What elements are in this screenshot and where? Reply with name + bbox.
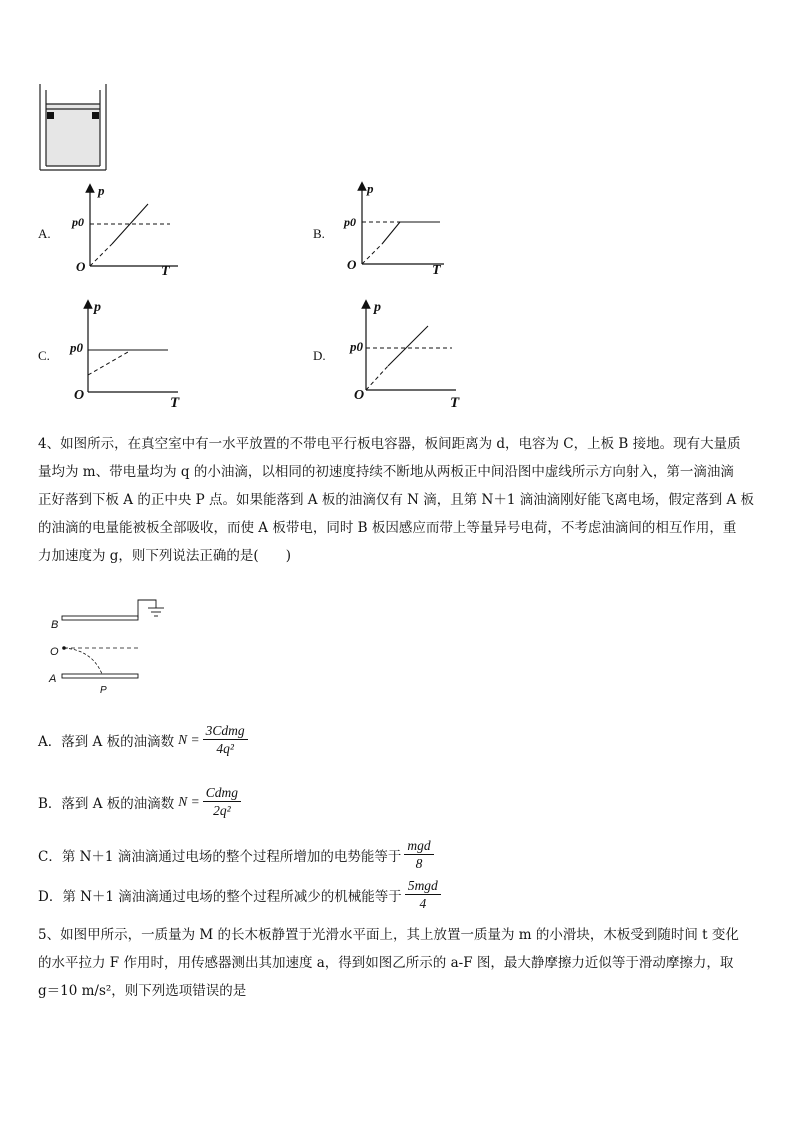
plate-b-label: B xyxy=(51,619,59,631)
axis-t-label: T xyxy=(450,395,460,411)
graph-option-b xyxy=(340,180,470,280)
origin-label: O xyxy=(74,388,85,403)
fraction-numerator: 5mgd xyxy=(405,878,441,895)
point-p-label: P xyxy=(100,685,107,696)
option-lhs: N = xyxy=(178,731,200,747)
axis-p0-label: p0 xyxy=(70,340,83,355)
question-line: 正好落到下板 A 的正中央 P 点。如果能落到 A 板的油滴仅有 N 滴，且第 N＋1 滴油滴刚好能飞离电场，假定落到 A 板 xyxy=(38,492,755,508)
fraction-denominator: 8 xyxy=(415,856,423,871)
point-o-label: O xyxy=(50,646,59,658)
graph-option-a xyxy=(66,180,196,280)
answer-option-a[interactable] xyxy=(38,723,248,756)
option-a-label[interactable]: A. xyxy=(38,226,51,241)
question-5-text xyxy=(38,921,760,1005)
axis-p-label: p xyxy=(94,300,101,315)
fraction-denominator: 4 xyxy=(419,896,427,911)
cylinder-piston-figure xyxy=(36,82,112,174)
option-fraction xyxy=(404,838,433,871)
option-fraction xyxy=(203,785,241,818)
origin-label: O xyxy=(354,388,365,403)
option-text: D．第 N＋1 滴油滴通过电场的整个过程所减少的机械能等于 xyxy=(38,888,402,905)
option-text: B．落到 A 板的油滴数 xyxy=(38,795,175,812)
origin-label: O xyxy=(76,259,86,274)
question-line: 量均为 m、带电量均为 q 的小油滴，以相同的初速度持续不断地从两板正中间沿图中虚线所示方向射入，第一滴油滴 xyxy=(38,464,734,480)
fraction-numerator: Cdmg xyxy=(203,785,241,802)
answer-option-d[interactable] xyxy=(38,878,441,911)
question-4-text xyxy=(38,430,760,570)
option-text: C．第 N＋1 滴油滴通过电场的整个过程所增加的电势能等于 xyxy=(38,848,402,865)
fraction-denominator: 2q² xyxy=(213,803,231,818)
origin-label: O xyxy=(347,257,357,272)
question-line: 4、如图所示，在真空室中有一水平放置的不带电平行板电容器，板间距离为 d，电容为 C，上板 B 接地。现有大量质 xyxy=(38,436,741,452)
option-b-label[interactable]: B. xyxy=(313,226,325,241)
question-line: 力加速度为 g，则下列说法正确的是( ) xyxy=(38,548,291,564)
axis-t-label: T xyxy=(161,264,170,279)
fraction-numerator: 3Cdmg xyxy=(203,723,248,740)
option-c-label[interactable]: C. xyxy=(38,348,50,363)
question-line: g＝10 m/s²，则下列选项错误的是 xyxy=(38,983,247,999)
answer-option-b[interactable] xyxy=(38,785,241,818)
question-line: 的水平拉力 F 作用时，用传感器测出其加速度 a，得到如图乙所示的 a-F 图，最大静摩擦力近似等于滑动摩擦力，取 xyxy=(38,955,734,971)
axis-p-label: p xyxy=(367,181,374,196)
fraction-denominator: 4q² xyxy=(216,741,234,756)
axis-p-label: p xyxy=(98,183,105,198)
question-line: 5、如图甲所示，一质量为 M 的长木板静置于光滑水平面上，其上放置一质量为 m 的小滑块，木板受到随时间 t 变化 xyxy=(38,927,739,943)
axis-t-label: T xyxy=(170,395,180,411)
option-lhs: N = xyxy=(178,793,200,809)
plate-a-label: A xyxy=(49,673,57,685)
axis-p0-label: p0 xyxy=(350,339,363,354)
fraction-numerator: mgd xyxy=(404,838,433,855)
axis-p-label: p xyxy=(374,300,381,315)
option-text: A．落到 A 板的油滴数 xyxy=(38,733,175,750)
option-d-label[interactable]: D. xyxy=(313,348,326,363)
option-fraction xyxy=(405,878,441,911)
graph-option-c xyxy=(66,300,196,406)
axis-t-label: T xyxy=(432,263,441,278)
answer-option-c[interactable] xyxy=(38,838,434,871)
axis-p0-label: p0 xyxy=(344,215,356,229)
axis-p0-label: p0 xyxy=(72,215,84,229)
question-line: 的油滴的电量能被板全部吸收，而使 A 板带电，同时 B 板因感应而带上等量异号电荷，不考虑油滴间的相互作用，重 xyxy=(38,520,737,536)
capacitor-figure xyxy=(44,594,174,698)
option-fraction xyxy=(203,723,248,756)
